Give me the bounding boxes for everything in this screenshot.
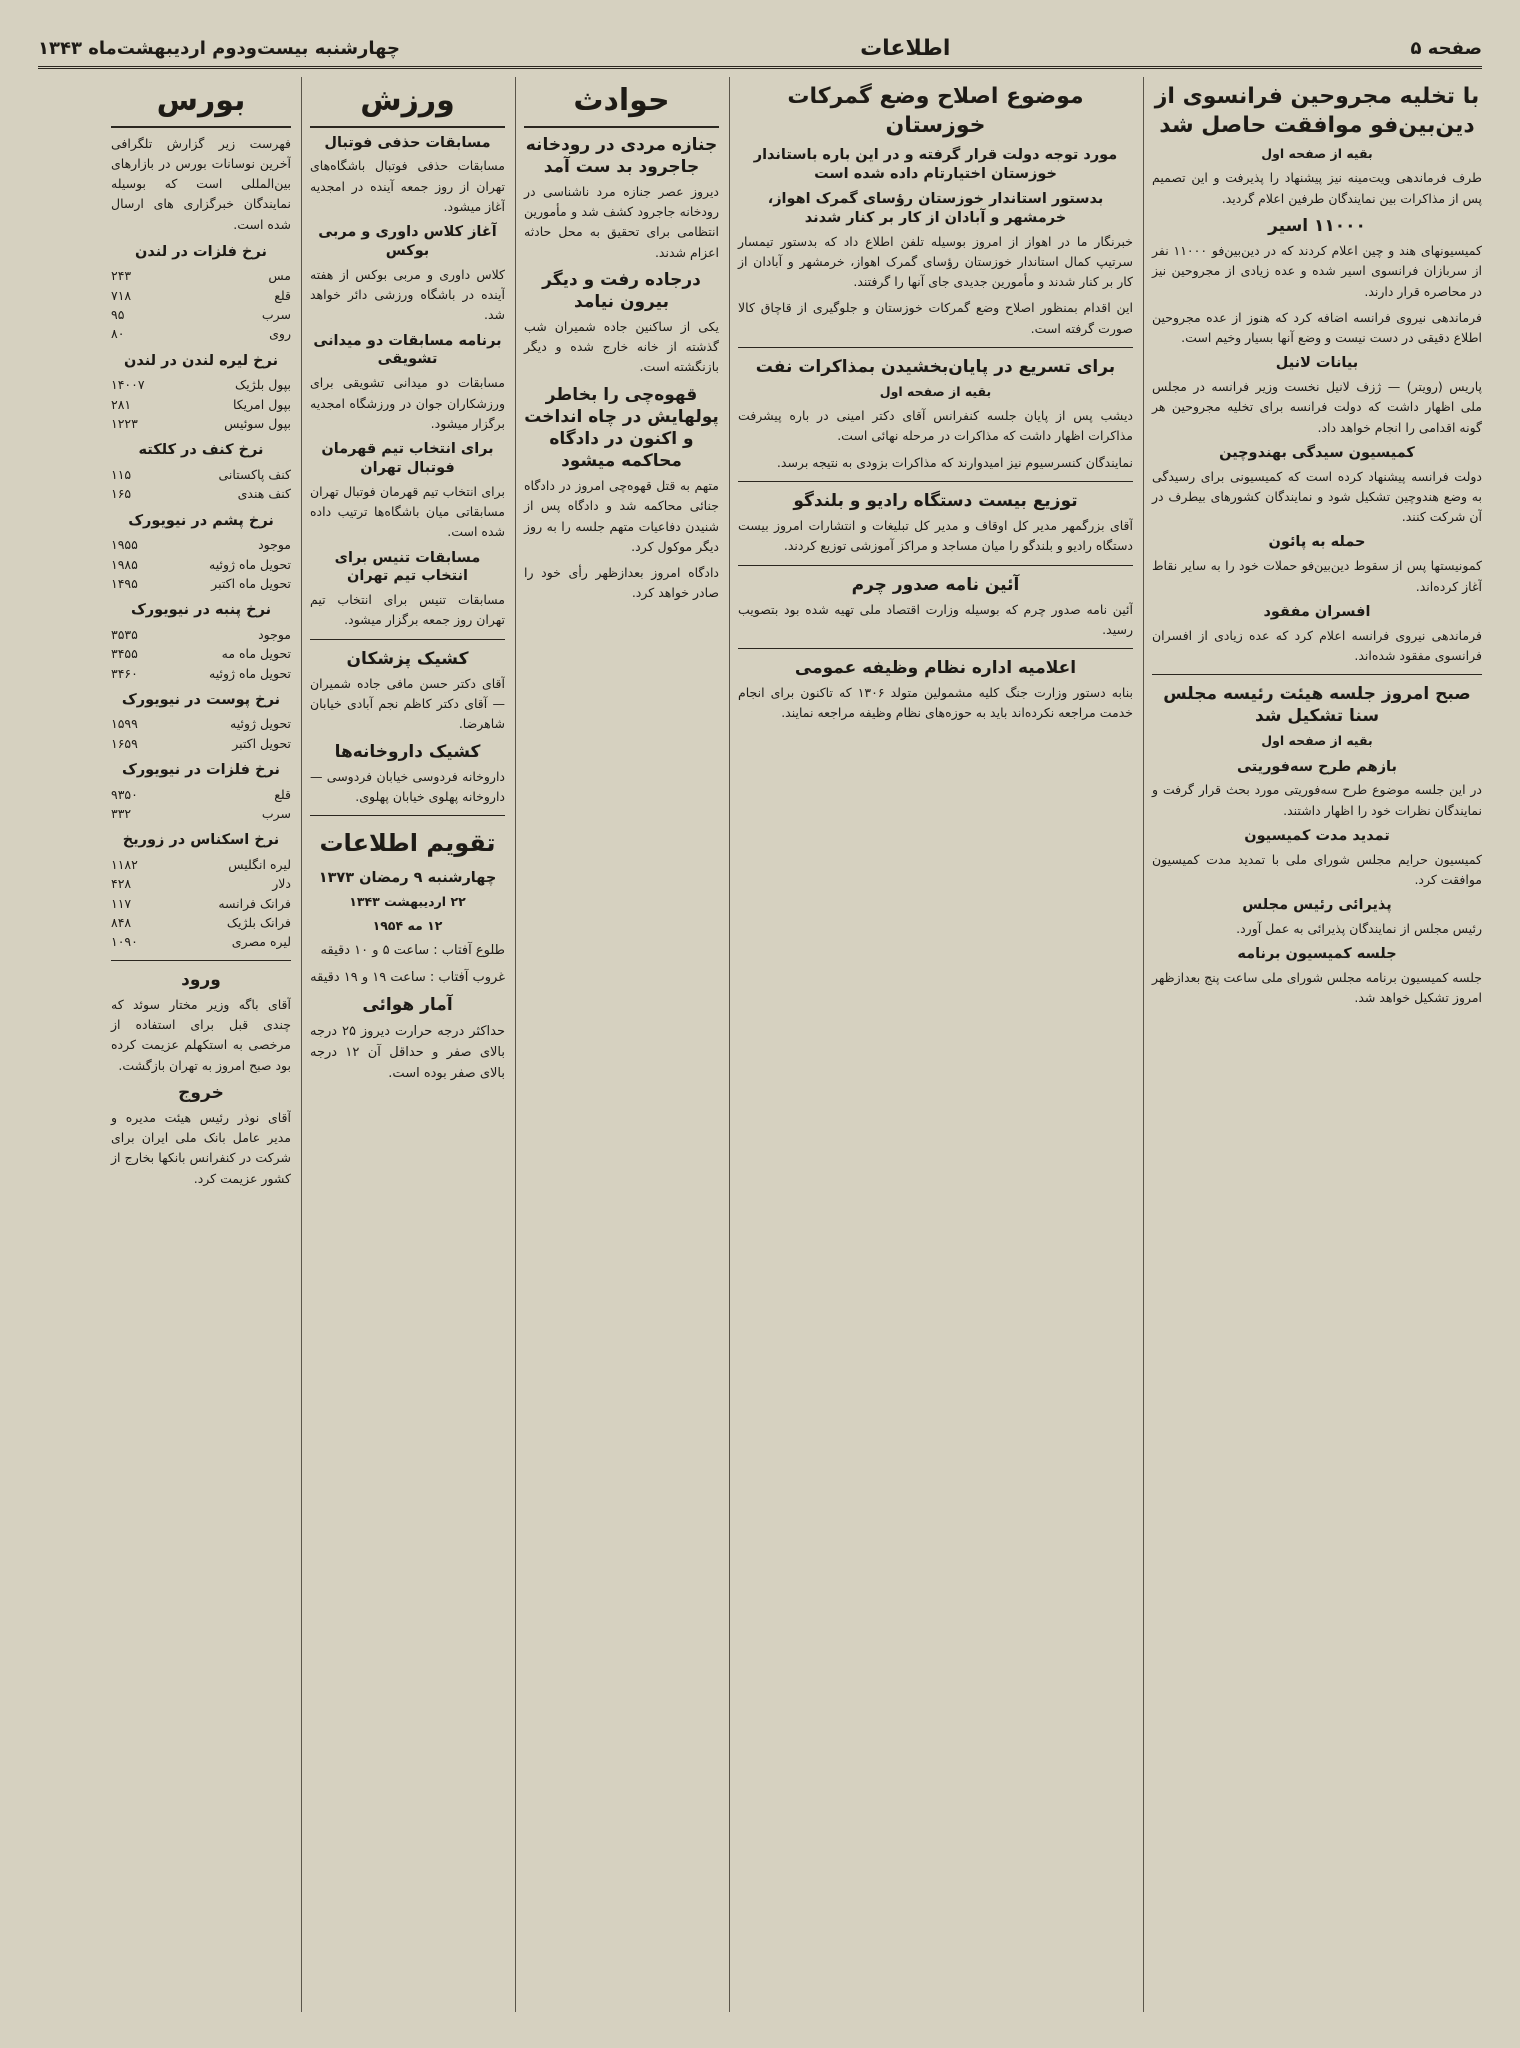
- market-row: [111, 734, 291, 753]
- market-row: [111, 785, 291, 804]
- subhead-reception: پذیرائی رئیس مجلس: [1242, 897, 1392, 914]
- continued-note: بقیه از صفحه اول: [1261, 146, 1373, 162]
- article-paragraph: فرماندهی نیروی فرانسه اضافه کرد که هنوز از عده مجروحین اطلاع دقیقی در دست نیست و وضع آنها بسیار وخیم است.: [1152, 309, 1482, 346]
- headline-pharmacies: کشیک داروخانه‌ها: [334, 741, 481, 762]
- subhead-attack: حمله به پائون: [1268, 534, 1366, 551]
- market-group-title: نرخ اسکناس در زوریخ: [122, 832, 280, 849]
- headline-boxing: آغاز کلاس داوری و مربی بوکس: [318, 224, 497, 260]
- market-value: ۱۴۹۵: [111, 575, 138, 591]
- market-value: ۱۵۹۹: [111, 716, 138, 732]
- article-paragraph: مسابقات دو میدانی تشویقی برای ورزشکاران جوان در ورزشگاه امجدیه برگزار میشود.: [310, 375, 505, 431]
- market-row: [111, 324, 291, 343]
- calendar-box: [310, 824, 505, 1084]
- article-paragraph: رئیس مجلس از نمایندگان پذیرائی به عمل آورد.: [1236, 921, 1482, 937]
- article-paragraph: متهم به قتل قهوه‌چی امروز در دادگاه جنائی محاکمه شد و دادگاه پس از شنیدن دفاعیات متهم جلسه را به روز دیگر موکول کرد.: [524, 478, 719, 554]
- article-paragraph: دادگاه امروز بعدازظهر رأی خود را صادر خواهد کرد.: [524, 565, 719, 601]
- market-list: [111, 241, 291, 952]
- article-paragraph: نمایندگان کنسرسیوم نیز امیدوارند که مذاکرات بزودی به نتیجه برسد.: [776, 454, 1133, 470]
- article-paragraph: کمونیستها پس از سقوط دین‌بین‌فو حملات خود را به سایر نقاط آغاز کرده‌اند.: [1152, 558, 1482, 594]
- market-group-title: نرخ فلزات در نیویورک: [121, 762, 280, 779]
- article-paragraph: در این جلسه موضوع طرح سه‌فوریتی مورد بحث قرار گرفت و نمایندگان نظرات خود را اظهار داشتند.: [1152, 782, 1482, 818]
- market-value: ۱۱۵: [111, 466, 132, 482]
- market-label: قلع: [274, 786, 291, 802]
- market-group-title: نرخ پنبه در نیویورک: [130, 602, 272, 619]
- section-title-exchange: بورس: [111, 77, 291, 128]
- market-group-title: نرخ لیره لندن در لندن: [123, 352, 279, 369]
- market-row: [111, 266, 291, 285]
- headline-leather: آئین نامه صدور چرم: [851, 574, 1020, 595]
- market-value: ۱۲۲۳: [111, 416, 138, 432]
- market-row: [111, 484, 291, 503]
- market-value: ۳۴۶۰: [111, 665, 138, 681]
- market-row: [111, 855, 291, 874]
- departures-text: آقای نوذر رئیس هیئت مدیره و مدیر عامل بانک ملی ایران برای شرکت در کنفرانس بانکها بخارج از کشور عزیمت کرد.: [111, 1109, 291, 1186]
- arrivals-text: آقای باگه وزیر مختار سوئد که چندی قبل برای استفاده از مرخصی به استکهلم عزیمت کرده بود صبح امروز به تهران بازگشت.: [111, 996, 291, 1073]
- market-row: [111, 714, 291, 733]
- market-label: تحویل ژوئیه: [230, 716, 291, 732]
- market-label: روی: [269, 326, 291, 342]
- page-number: صفحه ۵: [1410, 37, 1482, 59]
- market-row: [111, 465, 291, 484]
- column-domestic-news: [729, 77, 1133, 2012]
- headline-jajrud: جنازه مردی در رودخانه جاجرود بد ست آمد: [525, 134, 718, 177]
- headline-doctors: کشیک پزشکان: [346, 648, 469, 669]
- market-row: [111, 874, 291, 893]
- subhead-prisoners: ۱۱۰۰۰ اسیر: [1268, 215, 1366, 236]
- headline-oil-talks: برای تسریع در پایان‌بخشیدن بمذاکرات نفت: [755, 356, 1116, 377]
- weather-report: حداکثر درجه حرارت دیروز ۲۵ درجه بالای صفر و حداقل آن ۱۲ درجه بالای صفر بوده است.: [310, 1023, 505, 1081]
- date-line: چهارشنبه بیست‌ودوم اردیبهشت‌ماه ۱۳۴۳: [38, 37, 401, 59]
- market-row: [111, 894, 291, 913]
- market-value: ۹۳۵۰: [111, 786, 138, 802]
- section-title-sports: ورزش: [310, 77, 505, 128]
- column-foreign-news: [1143, 77, 1482, 2012]
- divider: [111, 960, 291, 961]
- article-paragraph: بنابه دستور وزارت جنگ کلیه مشمولین متولد ۱۳۰۶ که تاکنون برای انجام خدمت مراجعه نکرده‌اند باید به حوزه‌های نظام وظیفه مراجعه نمایند.: [738, 685, 1133, 721]
- divider: [738, 565, 1133, 566]
- headline-road: درجاده رفت و دیگر بیرون نیامد: [542, 269, 701, 312]
- divider: [738, 481, 1133, 482]
- calendar-day: چهارشنبه ۹ رمضان ۱۳۷۳: [318, 870, 497, 886]
- market-row: [111, 913, 291, 932]
- market-value: ۱۶۵۹: [111, 735, 138, 751]
- calendar-title: تقویم اطلاعات: [319, 829, 496, 858]
- weather-title: آمار هوائی: [362, 995, 453, 1016]
- calendar-miladi: ۱۲ مه ۱۹۵۴: [372, 918, 443, 934]
- article-paragraph: یکی از ساکنین جاده شمیران شب گذشته از خانه خارج شده و دیگر بازنگشته است.: [524, 318, 719, 375]
- article-paragraph: کلاس داوری و مربی بوکس از هفته آینده در باشگاه ورزشی دائر خواهد شد.: [310, 266, 505, 323]
- column-sports: [301, 77, 505, 2012]
- subhead-missing-officers: افسران مفقود: [1263, 603, 1371, 620]
- article-paragraph: کمیسیونهای هند و چین اعلام کردند که در دین‌بین‌فو ۱۱۰۰۰ نفر از سربازان فرانسوی اسیر شده و عده زیادی از مجروحین نیز در محاصره قرار دارند.: [1152, 243, 1482, 299]
- market-label: بپول سوئیس: [224, 416, 291, 432]
- market-row: [111, 305, 291, 324]
- article-paragraph: جلسه کمیسیون برنامه مجلس شورای ملی ساعت پنج بعدازظهر امروز تشکیل خواهد شد.: [1152, 970, 1482, 1006]
- market-label: کنف هندی: [237, 486, 291, 502]
- divider: [738, 648, 1133, 649]
- market-row: [111, 395, 291, 414]
- article-paragraph: این اقدام بمنظور اصلاح وضع گمرکات خوزستان و جلوگیری از قاچاق کالا صورت گرفته است.: [738, 300, 1133, 336]
- market-group-title: نرخ پوست در نیویورک: [121, 691, 281, 708]
- market-row: [111, 644, 291, 663]
- market-value: ۳۳۲: [111, 805, 132, 821]
- calendar-shamsi: ۲۲ اردیبهشت ۱۳۴۳: [349, 893, 466, 909]
- market-label: سرب: [261, 805, 291, 821]
- market-label: بپول بلژیک: [235, 377, 291, 393]
- market-value: ۱۹۵۵: [111, 537, 138, 553]
- market-label: تحویل ماه ژوئیه: [209, 556, 291, 572]
- headline-track: برنامه مسابقات دو میدانی تشویقی: [313, 332, 502, 368]
- market-row: [111, 555, 291, 574]
- article-paragraph: آئین نامه صدور چرم که بوسیله وزارت اقتصاد ملی تهیه شده بود بتصویب رسید.: [738, 601, 1133, 637]
- market-row: [111, 286, 291, 305]
- article-paragraph: طرف فرماندهی ویت‌مینه نیز پیشنهاد را پذیرفت و این تصمیم پس از مذاکرات بین نمایندگان طرفین اعلام گردید.: [1152, 170, 1482, 206]
- sunset-time: غروب آفتاب : ساعت ۱۹ و ۱۹ دقیقه: [310, 970, 505, 986]
- market-label: قلع: [274, 287, 291, 303]
- article-paragraph: مسابقات تنیس برای انتخاب تیم تهران روز جمعه برگزار میشود.: [310, 592, 505, 628]
- article-paragraph: کمیسیون حرایم مجلس شورای ملی با تمدید مدت کمیسیون موافقت کرد.: [1152, 851, 1482, 888]
- market-row: [111, 414, 291, 433]
- market-label: موجود: [258, 626, 291, 642]
- departures-title: خروج: [178, 1082, 224, 1103]
- market-row: [111, 535, 291, 554]
- arrivals-title: ورود: [181, 969, 221, 990]
- divider: [310, 639, 505, 640]
- market-row: [111, 664, 291, 683]
- market-label: بپول امریکا: [232, 396, 291, 412]
- masthead: اطلاعات: [860, 35, 951, 61]
- market-value: ۲۸۱: [111, 396, 132, 412]
- headline-football: مسابقات حذفی فوتبال: [324, 134, 491, 151]
- continued-note: بقیه از صفحه اول: [1261, 733, 1373, 749]
- subhead-extension: تمدید مدت کمیسیون: [1244, 827, 1390, 844]
- market-label: موجود: [258, 537, 291, 553]
- market-group-title: نرخ پشم در نیویورک: [128, 512, 274, 529]
- article-paragraph: داروخانه فردوسی خیابان فردوسی — داروخانه پهلوی خیابان پهلوی.: [310, 768, 505, 804]
- page-header: [38, 30, 1482, 69]
- market-group-title: نرخ کنف در کلکته: [138, 442, 264, 459]
- market-row: [111, 574, 291, 593]
- article-paragraph: دولت فرانسه پیشنهاد کرده است که کمیسیونی برای رسیدگی به وضع هندوچین تشکیل شود و نمایندگان کشورهای بیطرف در آن شرکت کنند.: [1152, 468, 1482, 525]
- market-label: سرب: [261, 307, 291, 323]
- market-label: تحویل ماه ژوئیه: [209, 665, 291, 681]
- market-value: ۱۱۸۲: [111, 856, 138, 872]
- market-label: لیره انگلیس: [228, 856, 291, 872]
- market-label: کنف پاکستانی: [218, 466, 291, 482]
- exchange-intro: فهرست زیر گزارش تلگرافی آخرین نوسانات بورس در بازارهای بین‌المللی است که بوسیله نمایندگان خبرگزاری های ارسال شده است.: [111, 135, 291, 232]
- article-paragraph: دیروز عصر جنازه مرد ناشناسی در رودخانه جاجرود کشف شد و مأمورین انتظامی برای تحقیق به محل حادثه اعزام شدند.: [524, 183, 719, 260]
- market-row: [111, 625, 291, 644]
- market-value: ۸۰: [111, 326, 125, 342]
- market-label: دلار: [272, 876, 291, 892]
- market-value: ۲۴۳: [111, 268, 132, 284]
- headline-champion: برای انتخاب تیم قهرمان فوتبال تهران: [321, 441, 494, 476]
- subhead-program-commission: جلسه کمیسیون برنامه: [1237, 946, 1397, 963]
- article-paragraph: آقای بزرگمهر مدیر کل اوقاف و مدیر کل تبلیغات و انتشارات امروز بیست دستگاه رادیو و بلندگو را میان مساجد و مراکز آموزشی توزیع کردند.: [738, 518, 1133, 554]
- market-value: ۴۲۸: [111, 876, 132, 892]
- headline-customs: موضوع اصلاح وضع گمرکات خوزستان: [787, 84, 1084, 138]
- article-paragraph: خبرنگار ما در اهواز از امروز بوسیله تلفن اطلاع داد که بدستور تیمسار سرتیپ کمال استاندار خوزستان رؤسای گمرک اهواز، خرمشهر و آبادان از کار بر کنار شدند و مأمورین جدیدی جای آنها را گرفتند.: [738, 233, 1133, 290]
- headline-senate: صبح امروز جلسه هیئت رئیسه مجلس سنا تشکیل شد: [1163, 684, 1471, 727]
- article-paragraph: برای انتخاب تیم قهرمان فوتبال تهران مسابقاتی میان باشگاه‌ها ترتیب داده شده است.: [310, 483, 505, 540]
- market-group-title: نرخ فلزات در لندن: [135, 243, 267, 260]
- continued-note: بقیه از صفحه اول: [879, 383, 992, 399]
- headline-conscription: اعلامیه اداره نظام وظیفه عمومی: [794, 658, 1077, 679]
- subhead-triple-urgency: بازهم طرح سه‌فوریتی: [1237, 758, 1397, 775]
- article-paragraph: دیشب پس از پایان جلسه کنفرانس آقای دکتر امینی در باره پیشرفت مذاکرات اظهار داشت که مذاکرات در مرحله نهائی است.: [738, 408, 1133, 444]
- market-value: ۹۵: [111, 307, 125, 323]
- market-label: فرانک بلژیک: [226, 914, 291, 930]
- column-incidents: [515, 77, 719, 2012]
- market-label: مس: [268, 268, 291, 284]
- market-value: ۱۴۰۰۷: [111, 377, 145, 393]
- market-value: ۱۱۷: [111, 895, 132, 911]
- market-value: ۷۱۸: [111, 287, 132, 303]
- market-value: ۱۰۹۰: [111, 934, 138, 950]
- market-label: تحویل اکتبر: [232, 735, 291, 751]
- market-label: فرانک فرانسه: [218, 895, 291, 911]
- headline-coffeehouse: قهوه‌چی را بخاطر پولهایش در چاه انداخت و اکنون در دادگاه محاکمه میشود: [524, 384, 719, 471]
- subhead-customs-1: مورد توجه دولت قرار گرفته و در این باره باستاندار خوزستان اختیارتام داده شده است: [753, 147, 1118, 183]
- market-label: لیره مصری: [231, 934, 291, 950]
- article-paragraph: فرماندهی نیروی فرانسه اعلام کرد که عده زیادی از افسران فرانسوی مفقود شده‌اند.: [1152, 627, 1482, 663]
- market-value: ۱۹۸۵: [111, 556, 138, 572]
- divider: [310, 815, 505, 816]
- divider: [1152, 674, 1482, 675]
- market-label: تحویل ماه مه: [221, 646, 291, 662]
- market-label: تحویل ماه اکتبر: [211, 575, 291, 591]
- sunrise-time: طلوع آفتاب : ساعت ۵ و ۱۰ دقیقه: [320, 943, 505, 959]
- article-paragraph: مسابقات حذفی فوتبال باشگاه‌های تهران از روز جمعه آینده در امجدیه آغاز میشود.: [310, 158, 505, 214]
- subhead-customs-2: بدستور استاندار خوزستان رؤسای گمرک اهواز، خرمشهر و آبادان از کار بر کنار شدند: [767, 190, 1104, 226]
- headline-tennis: مسابقات تنیس برای انتخاب تیم تهران: [334, 549, 481, 585]
- columns: [38, 77, 1482, 2012]
- subhead-commission: کمیسیون سیدگی بهندوچین: [1219, 444, 1415, 461]
- market-value: ۳۴۵۵: [111, 646, 138, 662]
- article-paragraph: آقای دکتر حسن مافی جاده شمیران — آقای دکتر کاظم نجم آبادی خیابان شاهرضا.: [310, 675, 505, 732]
- headline-dien-bien-phu: با تخلیه مجروحین فرانسوی از دین‌بین‌فو موافقت حاصل شد: [1154, 84, 1480, 138]
- column-exchange: [103, 77, 291, 2012]
- section-title-incidents: حوادث: [524, 77, 719, 128]
- divider: [738, 347, 1133, 348]
- market-value: ۱۶۵: [111, 486, 132, 502]
- subhead-laniel: بیانات لانیل: [1275, 355, 1359, 372]
- market-row: [111, 804, 291, 823]
- headline-radio: توزیع بیست دستگاه رادیو و بلندگو: [793, 490, 1078, 511]
- market-value: ۳۵۳۵: [111, 626, 138, 642]
- market-row: [111, 375, 291, 394]
- market-row: [111, 932, 291, 951]
- market-value: ۸۴۸: [111, 914, 132, 930]
- article-paragraph: پاریس (رویتر) — ژزف لانیل نخست وزیر فرانسه در مجلس ملی اظهار داشت که دولت فرانسه برای تخلیه مجروحین هر گونه اقدامی را انجام خواهد داد.: [1152, 379, 1482, 435]
